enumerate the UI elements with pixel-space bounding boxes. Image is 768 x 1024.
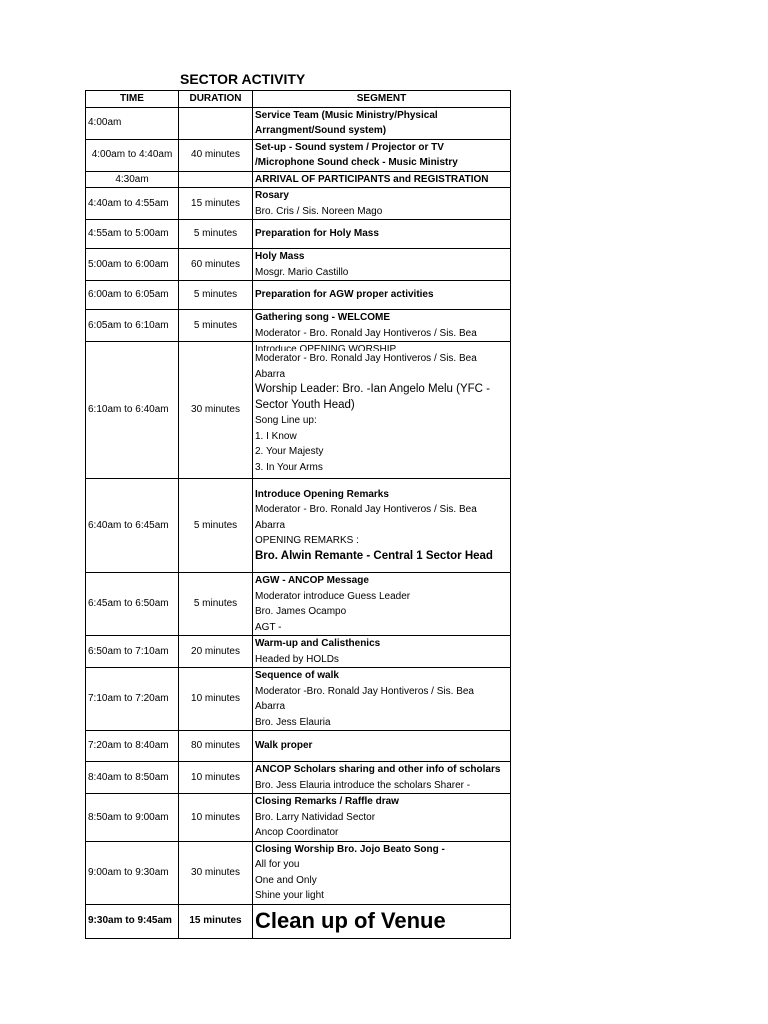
time-cell: 4:55am to 5:00am	[86, 220, 179, 249]
segment-line: One and Only	[255, 874, 317, 886]
segment-line: Sector Youth Head)	[255, 398, 355, 411]
schedule-row	[86, 841, 511, 904]
segment-line: 3. In Your Arms	[255, 461, 323, 473]
segment-cell	[253, 220, 511, 249]
segment-line: Worship Leader: Bro. -Ian Angelo Melu (YFC -	[255, 383, 491, 395]
duration-cell	[179, 171, 253, 188]
time-cell: 9:30am to 9:45am	[86, 904, 179, 938]
segment-line: Moderator - Bro. Ronald Jay Hontiveros / Sis. Bea	[255, 353, 477, 364]
segment-line: AGT -	[255, 621, 282, 633]
schedule-row	[86, 668, 511, 731]
segment-line: Gathering song - WELCOME	[255, 312, 390, 323]
schedule-row	[86, 762, 511, 794]
segment-line: AGW - ANCOP Message	[255, 575, 369, 586]
segment-line: Abarra	[255, 368, 286, 380]
document-title: SECTOR ACTIVITY	[180, 71, 306, 87]
segment-line: Closing Remarks / Raffle draw	[255, 796, 399, 807]
schedule-row	[86, 636, 511, 668]
segment-cell	[253, 904, 511, 938]
segment-line: Holy Mass	[255, 251, 305, 262]
time-cell: 8:40am to 8:50am	[86, 762, 179, 794]
segment-line: /Microphone Sound check - Music Ministry	[255, 157, 458, 168]
segment-line: Song Line up:	[255, 415, 317, 426]
segment-line: OPENING REMARKS :	[255, 535, 359, 547]
duration-cell: 60 minutes	[179, 249, 253, 281]
time-cell: 4:00am to 4:40am	[86, 139, 179, 171]
segment-line: Preparation for Holy Mass	[255, 228, 379, 240]
segment-cell	[253, 249, 511, 281]
duration-cell: 10 minutes	[179, 794, 253, 842]
segment-line: Bro. Alwin Remante - Central 1 Sector Head	[255, 549, 493, 562]
schedule-row	[86, 139, 511, 171]
segment-cell	[253, 479, 511, 573]
segment-line: Bro. Jess Elauria introduce the scholars Sharer -	[255, 779, 471, 791]
segment-cell	[253, 762, 511, 794]
time-cell: 6:00am to 6:05am	[86, 281, 179, 310]
header-time: TIME	[86, 91, 179, 108]
segment-line: 2. Your Majesty	[255, 446, 324, 457]
segment-line: Ancop Coordinator	[255, 827, 339, 838]
segment-line: Closing Worship Bro. Jojo Beato Song -	[255, 843, 445, 855]
segment-line: Mosgr. Mario Castillo	[255, 266, 349, 278]
duration-cell: 15 minutes	[179, 904, 253, 938]
segment-line: Preparation for AGW proper activities	[255, 289, 434, 301]
header-duration: DURATION	[179, 91, 253, 108]
segment-cell	[253, 636, 511, 668]
segment-line: Shine your light	[255, 890, 324, 901]
time-cell: 7:20am to 8:40am	[86, 731, 179, 762]
segment-line: Rosary	[255, 190, 289, 201]
header-row	[86, 91, 511, 108]
schedule-row	[86, 220, 511, 249]
segment-cell	[253, 139, 511, 171]
schedule-row	[86, 794, 511, 842]
segment-line: Bro. Larry Natividad Sector	[255, 811, 376, 823]
time-cell: 6:50am to 7:10am	[86, 636, 179, 668]
segment-line: Moderator introduce Guess Leader	[255, 590, 411, 602]
duration-cell: 30 minutes	[179, 342, 253, 479]
segment-cell	[253, 668, 511, 731]
schedule-row	[86, 731, 511, 762]
duration-cell: 5 minutes	[179, 479, 253, 573]
header-segment: SEGMENT	[253, 91, 511, 108]
segment-line: Service Team (Music Ministry/Physical	[255, 109, 438, 121]
segment-line: Sequence of walk	[255, 670, 339, 681]
time-cell: 9:00am to 9:30am	[86, 841, 179, 904]
time-cell: 6:05am to 6:10am	[86, 310, 179, 342]
segment-line: Headed by HOLDs	[255, 653, 339, 665]
segment-line: 1. I Know	[255, 430, 297, 442]
duration-cell: 15 minutes	[179, 188, 253, 220]
time-cell: 4:30am	[86, 171, 179, 188]
segment-line: ANCOP Scholars sharing and other info of scholars	[255, 764, 501, 775]
schedule-row	[86, 310, 511, 342]
schedule-row	[86, 573, 511, 636]
segment-line: Moderator -Bro. Ronald Jay Hontiveros / Sis. Bea	[255, 685, 474, 697]
time-cell: 8:50am to 9:00am	[86, 794, 179, 842]
duration-cell: 10 minutes	[179, 762, 253, 794]
segment-cell	[253, 794, 511, 842]
segment-line: Warm-up and Calisthenics	[255, 638, 381, 649]
schedule-row	[86, 479, 511, 573]
schedule-row	[86, 281, 511, 310]
time-cell: 4:40am to 4:55am	[86, 188, 179, 220]
segment-line: Abarra	[255, 701, 286, 712]
duration-cell: 5 minutes	[179, 220, 253, 249]
segment-line: Moderator - Bro. Ronald Jay Hontiveros / Sis. Bea	[255, 327, 477, 339]
schedule-row	[86, 107, 511, 139]
time-cell: 6:45am to 6:50am	[86, 573, 179, 636]
segment-line: All for you	[255, 859, 300, 870]
segment-line: Arrangment/Sound system)	[255, 125, 387, 136]
segment-cell	[253, 310, 511, 342]
duration-cell: 5 minutes	[179, 310, 253, 342]
time-cell: 7:10am to 7:20am	[86, 668, 179, 731]
schedule-row	[86, 188, 511, 220]
segment-cell	[253, 281, 511, 310]
time-cell: 6:10am to 6:40am	[86, 342, 179, 479]
segment-line: Bro. Cris / Sis. Noreen Mago	[255, 205, 383, 217]
segment-line: Moderator - Bro. Ronald Jay Hontiveros / Sis. Bea	[255, 504, 477, 516]
segment-line: ARRIVAL OF PARTICIPANTS and REGISTRATION	[255, 173, 489, 185]
segment-cell	[253, 342, 511, 479]
time-cell: 6:40am to 6:45am	[86, 479, 179, 573]
duration-cell: 30 minutes	[179, 841, 253, 904]
segment-line: Bro. Jess Elauria	[255, 716, 331, 728]
segment-line: Set-up - Sound system / Projector or TV	[255, 141, 444, 153]
duration-cell: 5 minutes	[179, 281, 253, 310]
schedule-row	[86, 171, 511, 188]
segment-line: Bro. James Ocampo	[255, 606, 347, 617]
segment-line: Clean up of Venue	[255, 908, 446, 933]
schedule-row	[86, 249, 511, 281]
segment-cell	[253, 841, 511, 904]
segment-line: Introduce OPENING WORSHIP	[255, 345, 397, 351]
segment-cell	[253, 188, 511, 220]
segment-cell	[253, 171, 511, 188]
schedule-row	[86, 904, 511, 938]
duration-cell	[179, 107, 253, 139]
schedule-table	[85, 90, 511, 939]
segment-cell	[253, 107, 511, 139]
segment-line: Walk proper	[255, 740, 313, 752]
duration-cell: 10 minutes	[179, 668, 253, 731]
duration-cell: 20 minutes	[179, 636, 253, 668]
duration-cell: 80 minutes	[179, 731, 253, 762]
schedule-row	[86, 342, 511, 479]
segment-line: Abarra	[255, 519, 286, 531]
segment-line: Introduce Opening Remarks	[255, 488, 389, 500]
segment-cell	[253, 731, 511, 762]
time-cell: 4:00am	[86, 107, 179, 139]
duration-cell: 40 minutes	[179, 139, 253, 171]
segment-cell	[253, 573, 511, 636]
duration-cell: 5 minutes	[179, 573, 253, 636]
time-cell: 5:00am to 6:00am	[86, 249, 179, 281]
